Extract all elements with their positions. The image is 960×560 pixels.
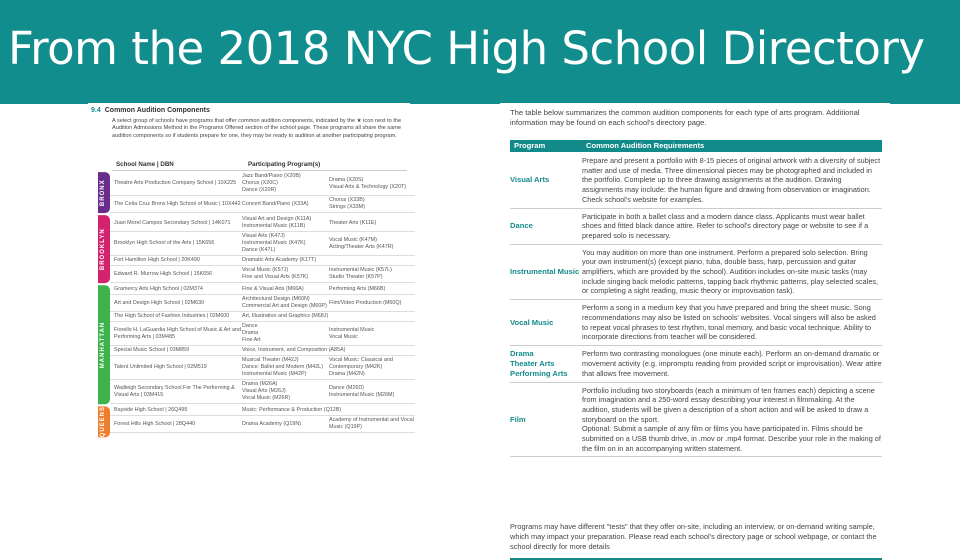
table-row <box>110 215 415 232</box>
borough-label: QUEENS <box>98 406 110 437</box>
requirements-table <box>510 153 882 457</box>
requirement-row <box>510 383 882 458</box>
table-row <box>110 346 415 356</box>
program-list: Jazz Band/Piano (X20B) Chorus (X20C) Dance (X20R) <box>242 173 301 194</box>
program-list: Fine & Visual Arts (M66A) <box>242 286 304 293</box>
program-name: Dance <box>510 221 533 231</box>
school-name: Bayside High School | 26Q495 <box>114 407 188 414</box>
program-list: Dance Drama Fine Art <box>242 323 261 344</box>
program-list: Instrumental Music (K57L) Studio Theater (K57P) <box>329 267 392 281</box>
school-name: Edward R. Murrow High School | 15K656 <box>114 270 213 277</box>
school-name: Juan Morel Campos Secondary School | 14K071 <box>114 219 231 226</box>
borough-label: BROOKLYN <box>98 215 110 283</box>
audition-components-page <box>88 103 414 540</box>
requirement-row <box>510 346 882 383</box>
program-list: Concert Band/Piano (X33A) <box>242 200 309 207</box>
table-row <box>110 312 415 322</box>
requirements-footnote: Programs may have different "tests" that they offer on-site, including an interview, or on-demand writing sample, which may impact your preparation. Please read each school's directory page or school webpage, or contact the school directly for more details <box>510 522 882 560</box>
school-name: Talent Unlimited High School | 02M519 <box>114 364 207 371</box>
requirement-text: Perform a song in a medium key that you have prepared and bring the sheet music. Song recommendations may also be listed on schools' websites. Vocal singers will also be asked to repeat vocal phrases to test rhythm, tonal memory, and basic vocal technique. Ability to incorporate directions from teacher will be considered. <box>582 303 876 342</box>
program-name: Drama Theater Arts Performing Arts <box>510 348 568 378</box>
table-row <box>110 380 415 404</box>
slide-title: From the 2018 NYC High School Directory <box>8 22 925 75</box>
col-program: Program <box>514 141 546 150</box>
program-name: Vocal Music <box>510 317 554 327</box>
requirement-text: Perform two contrasting monologues (one minute each). Perform an on-demand dramatic or movement activity (e.g. impromptu reading from provided script or improvisation). Wear attire that allows free movement. <box>582 349 882 378</box>
program-list: Visual Art and Design (K11A) Instrumental Music (K11B) <box>242 216 312 230</box>
table-row <box>110 356 415 380</box>
borough-rows <box>110 406 415 437</box>
program-list: Art, Illustration and Graphics (M68J) <box>242 313 329 320</box>
program-list: Dance (M26D) Instrumental Music (M26M) <box>329 384 395 398</box>
requirement-row <box>510 153 882 209</box>
program-list: Chorus (X33B) Strings (X33M) <box>329 197 365 211</box>
borough-group-bronx <box>98 172 407 213</box>
program-list: Architectural Design (M60N) Commercial Art and Design (M60P) <box>242 296 327 310</box>
requirement-text: Prepare and present a portfolio with 8-15 pieces of original artwork with a diversity of subject matter and use of media. Three dimensional pieces may be photographed and included in the portfolio. Complete up to three drawing assignments at the audition. Drawing assignments may include: the human figure and drawing from observation or imagination. Check school's website for examples. <box>582 156 881 204</box>
borough-group-manhattan <box>98 285 407 404</box>
program-list: Visual Arts (K47J) Instrumental Music (K47K) Dance (K47L) <box>242 233 306 254</box>
program-list: Academy of Instrumental and Vocal Music (Q19P) <box>329 417 414 431</box>
section-heading <box>91 106 210 115</box>
program-list: Instrumental Music Vocal Music <box>329 326 375 340</box>
requirement-text: You may audition on more than one instrument. Perform a prepared solo selection. Bring your own instrument(s) (except piano, tuba, double bass, harp, percussion and guitar amplifiers, which are provided by the school). Audition includes on-site music tasks (may include singing back melodic patterns, tapping back rhythmic patterns, play selected scales, or completing a sight reading, music theory or improvisation task). <box>582 247 879 296</box>
program-list: Music: Performance & Production (Q12B) <box>242 407 342 414</box>
borough-label: BRONX <box>98 172 110 213</box>
table-row <box>110 322 415 346</box>
section-number: 9.4 <box>91 107 101 114</box>
school-name: Fort Hamilton High School | 20K490 <box>114 257 200 264</box>
requirement-row <box>510 300 882 346</box>
program-list: Theater Arts (K11E) <box>329 219 377 226</box>
program-name: Film <box>510 414 526 424</box>
program-list: Drama (M26A) Visual Arts (M26J) Vocal Music (M26R) <box>242 381 291 402</box>
requirement-row <box>510 245 882 301</box>
program-name: Instrumental Music <box>510 266 580 276</box>
table-row <box>110 266 415 283</box>
borough-rows <box>110 285 415 404</box>
program-list: Performing Arts (M66B) <box>329 286 386 293</box>
program-list: Film/Video Production (M60Q) <box>329 299 402 306</box>
table-row <box>110 416 415 433</box>
school-name: Fiorello H. LaGuardia High School of Music & Art and Performing Arts | 03M485 <box>114 326 242 340</box>
school-name: Gramercy Arts High School | 02M374 <box>114 286 203 293</box>
program-list: Vocal Music (K57J) Fine and Visual Arts (K57K) <box>242 267 309 281</box>
section-intro: A select group of schools have programs that offer common audition components, indicated by the ★ icon next to the Audition Admissions Method in the Programs Offered section of the school page. These programs all share the same audition components so if students prepare for one, they may be ready to audition at another participating program. <box>112 118 402 139</box>
program-list: Musical Theater (M42J) Dance: Ballet and Modern (M42L) Instrumental Music (M42P) <box>242 357 323 378</box>
school-name: Theatre Arts Production Company School | 10X225 <box>114 180 237 187</box>
requirement-text: Participate in both a ballet class and a modern dance class. Applicants must wear ballet shoes and fitted black dance attire. Refer to school's directory page or website to see if a prepared solo is necessary. <box>582 211 869 240</box>
program-list: Dramatic Arts Academy (K17T) <box>242 257 316 264</box>
table-row <box>110 196 415 213</box>
table-row <box>110 406 415 416</box>
col-requirements: Common Audition Requirements <box>586 141 705 150</box>
school-name: Wadleigh Secondary School For The Performing & Visual Arts | 03M415 <box>114 384 235 398</box>
program-list: Voice, Instrument, and Composition (A85A) <box>242 347 346 354</box>
program-list: Drama (X20S) Visual Arts & Technology (X20T) <box>329 176 407 190</box>
borough-group-queens <box>98 406 414 438</box>
requirements-page <box>500 103 890 551</box>
borough-label: MANHATTAN <box>98 285 110 404</box>
requirements-table-header <box>510 140 882 152</box>
table-row <box>110 295 415 312</box>
school-name: Art and Design High School | 02M630 <box>114 299 205 306</box>
borough-rows <box>110 172 415 213</box>
school-name: Forest Hills High School | 28Q440 <box>114 420 196 427</box>
table-row <box>110 232 415 256</box>
title-banner <box>0 0 960 104</box>
schools-table-header <box>112 159 407 171</box>
table-row <box>110 256 415 266</box>
schools-table <box>98 172 414 440</box>
school-name: Brooklyn High School of the Arts | 15K656 <box>114 240 215 247</box>
section-title: Common Audition Components <box>104 107 210 114</box>
program-list: Drama Academy (Q19N) <box>242 420 302 427</box>
school-name: The Celia Cruz Bronx High School of Music | 10X442 <box>114 200 241 207</box>
requirement-row <box>510 209 882 245</box>
school-name: Special Music School | 03M859 <box>114 347 190 354</box>
col-school: School Name | DBN <box>116 161 174 168</box>
program-list: Vocal Music (K47M) Acting/Theater Arts (K47R) <box>329 236 394 250</box>
borough-group-brooklyn <box>98 215 407 283</box>
requirement-text: Portfolio including two storyboards (each a minimum of ten frames each) depicting a scene from imagination and a 250-word essay describing your interest in filmmaking. At the audition, students will be given a description of a short action and will be asked to draw a storyboard on the sport. Optional: Submit a sample of any film or films you have participated in. Films should be submitted on a USB thumb drive, in .mov or .mp4 format. Describe your role in the making of the film on in an accompanying written statement. <box>582 385 881 453</box>
program-list: Vocal Music: Classical and Contemporary (M42K) Drama (M42N) <box>329 357 393 378</box>
table-row <box>110 172 415 196</box>
col-programs: Participating Program(s) <box>248 161 321 168</box>
borough-rows <box>110 215 415 283</box>
table-row <box>110 285 415 295</box>
requirements-intro: The table below summarizes the common audition components for each type of arts program. Additional information may be found on each school's directory page. <box>510 108 860 128</box>
school-name: The High School of Fashion Industries | 02M600 <box>114 313 230 320</box>
program-name: Visual Arts <box>510 175 550 185</box>
